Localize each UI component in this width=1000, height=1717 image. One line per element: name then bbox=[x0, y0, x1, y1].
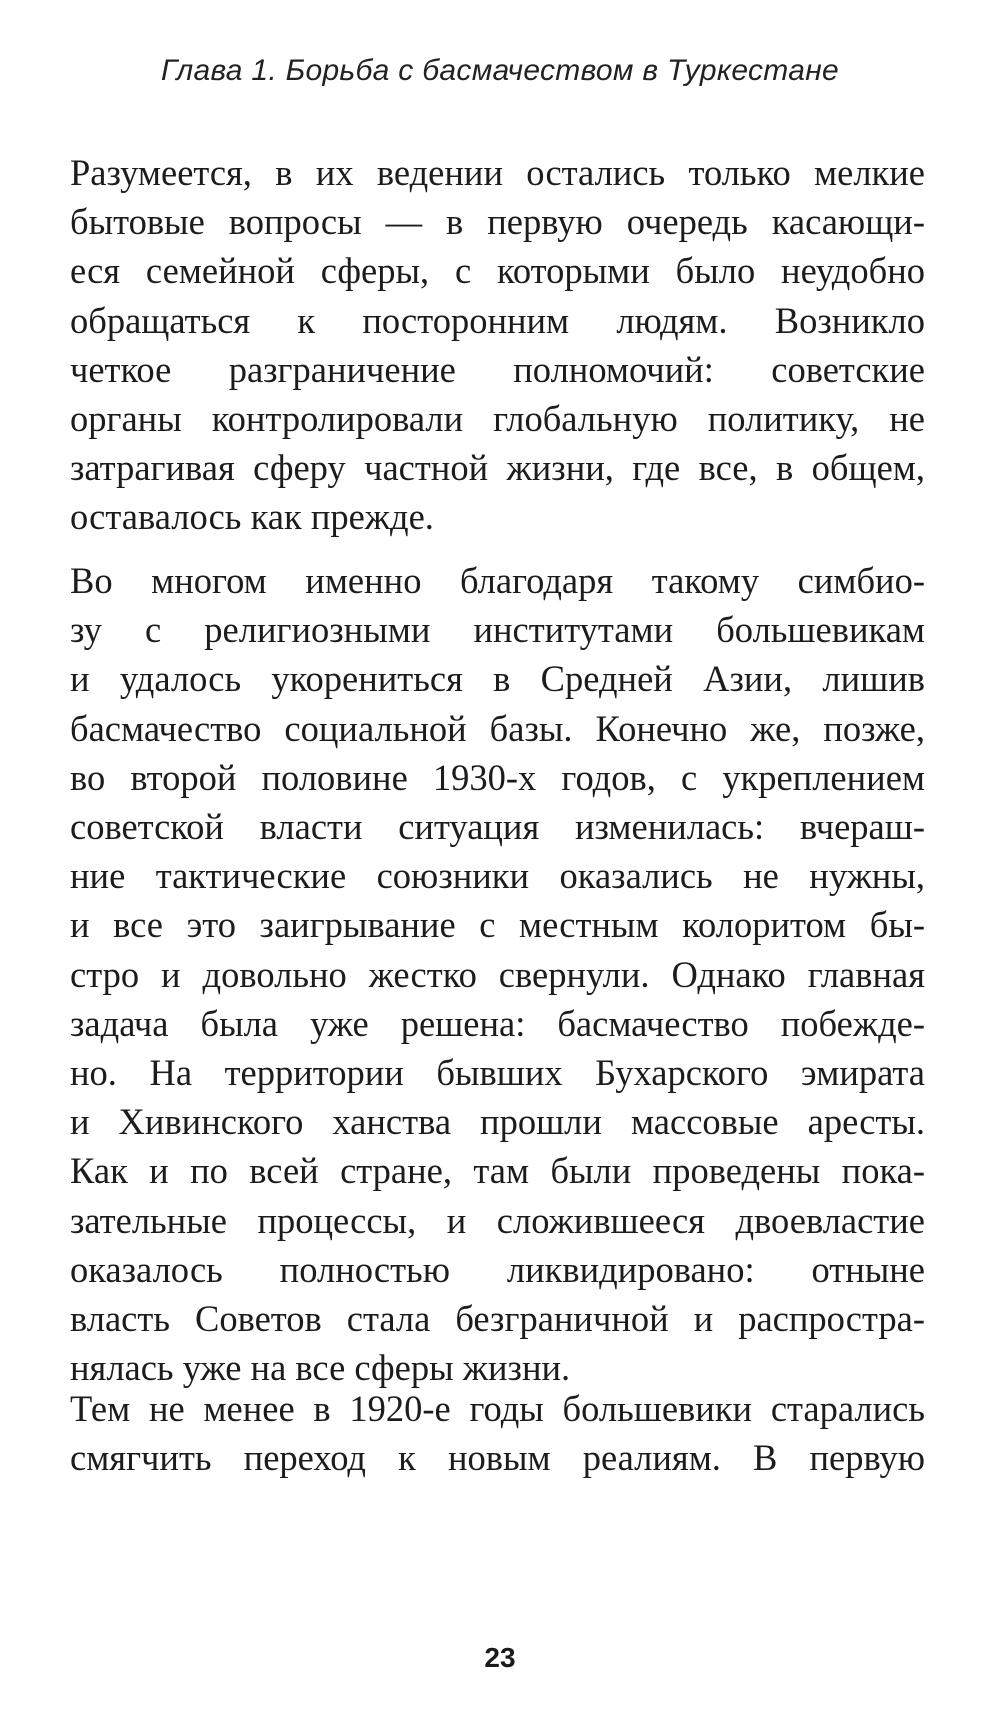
paragraph-line: оказалось полностью ликвидировано: отныне bbox=[70, 1248, 925, 1290]
running-head: Глава 1. Борьба с басмачеством в Туркестане bbox=[160, 54, 840, 87]
paragraph-line: четкое разграничение полномочий: советские bbox=[70, 348, 925, 390]
paragraph-line: ние тактические союзники оказались не нужны, bbox=[70, 855, 925, 897]
paragraph-line: органы контролировали глобальную политику, не bbox=[70, 398, 925, 440]
paragraph-line: и удалось укорениться в Средней Азии, лишив bbox=[70, 658, 925, 700]
paragraph-line: басмачество социальной базы. Конечно же, позже, bbox=[70, 707, 925, 749]
paragraph-line: зу с религиозными институтами большевикам bbox=[70, 609, 925, 651]
paragraph-2 bbox=[70, 556, 925, 1392]
paragraph-line: обращаться к посторонним людям. Возникло bbox=[70, 299, 925, 341]
paragraph-line: советской власти ситуация изменилась: вчераш- bbox=[70, 806, 925, 848]
paragraph-line: но. На территории бывших Бухарского эмирата bbox=[70, 1052, 925, 1094]
paragraph-line: еся семейной сферы, с которыми было неудобно bbox=[70, 250, 925, 292]
paragraph-line: смягчить переход к новым реалиям. В первую bbox=[70, 1437, 925, 1479]
paragraph-line: власть Советов стала безграничной и распростра- bbox=[70, 1298, 925, 1340]
paragraph-line: стро и довольно жестко свернули. Однако главная bbox=[70, 953, 925, 995]
paragraph-3 bbox=[70, 1384, 925, 1482]
paragraph-line: оставалось как прежде. bbox=[70, 496, 434, 538]
paragraph-line: Как и по всей стране, там были проведены пока- bbox=[70, 1150, 925, 1192]
paragraph-line: зательные процессы, и сложившееся двоевластие bbox=[70, 1199, 925, 1241]
paragraph-line: во второй половине 1930-х годов, с укреплением bbox=[70, 756, 925, 798]
page-number: 23 bbox=[484, 1642, 516, 1673]
paragraph-line: задача была уже решена: басмачество побежде- bbox=[70, 1002, 925, 1044]
paragraph-line: бытовые вопросы — в первую очередь касающи- bbox=[70, 201, 925, 243]
paragraph-1 bbox=[70, 148, 925, 542]
paragraph-line: и Хивинского ханства прошли массовые аресты. bbox=[70, 1101, 925, 1143]
paragraph-line: Во многом именно благодаря такому симбио- bbox=[70, 560, 925, 601]
paragraph-line: и все это заигрывание с местным колоритом бы- bbox=[70, 904, 925, 946]
paragraph-line: Тем не менее в 1920-е годы большевики старались bbox=[70, 1388, 925, 1429]
paragraph-line: затрагивая сферу частной жизни, где все, в общем, bbox=[70, 447, 925, 489]
paragraph-line: нялась уже на все сферы жизни. bbox=[70, 1347, 571, 1389]
paragraph-line: Разумеется, в их ведении остались только мелкие bbox=[70, 152, 925, 193]
